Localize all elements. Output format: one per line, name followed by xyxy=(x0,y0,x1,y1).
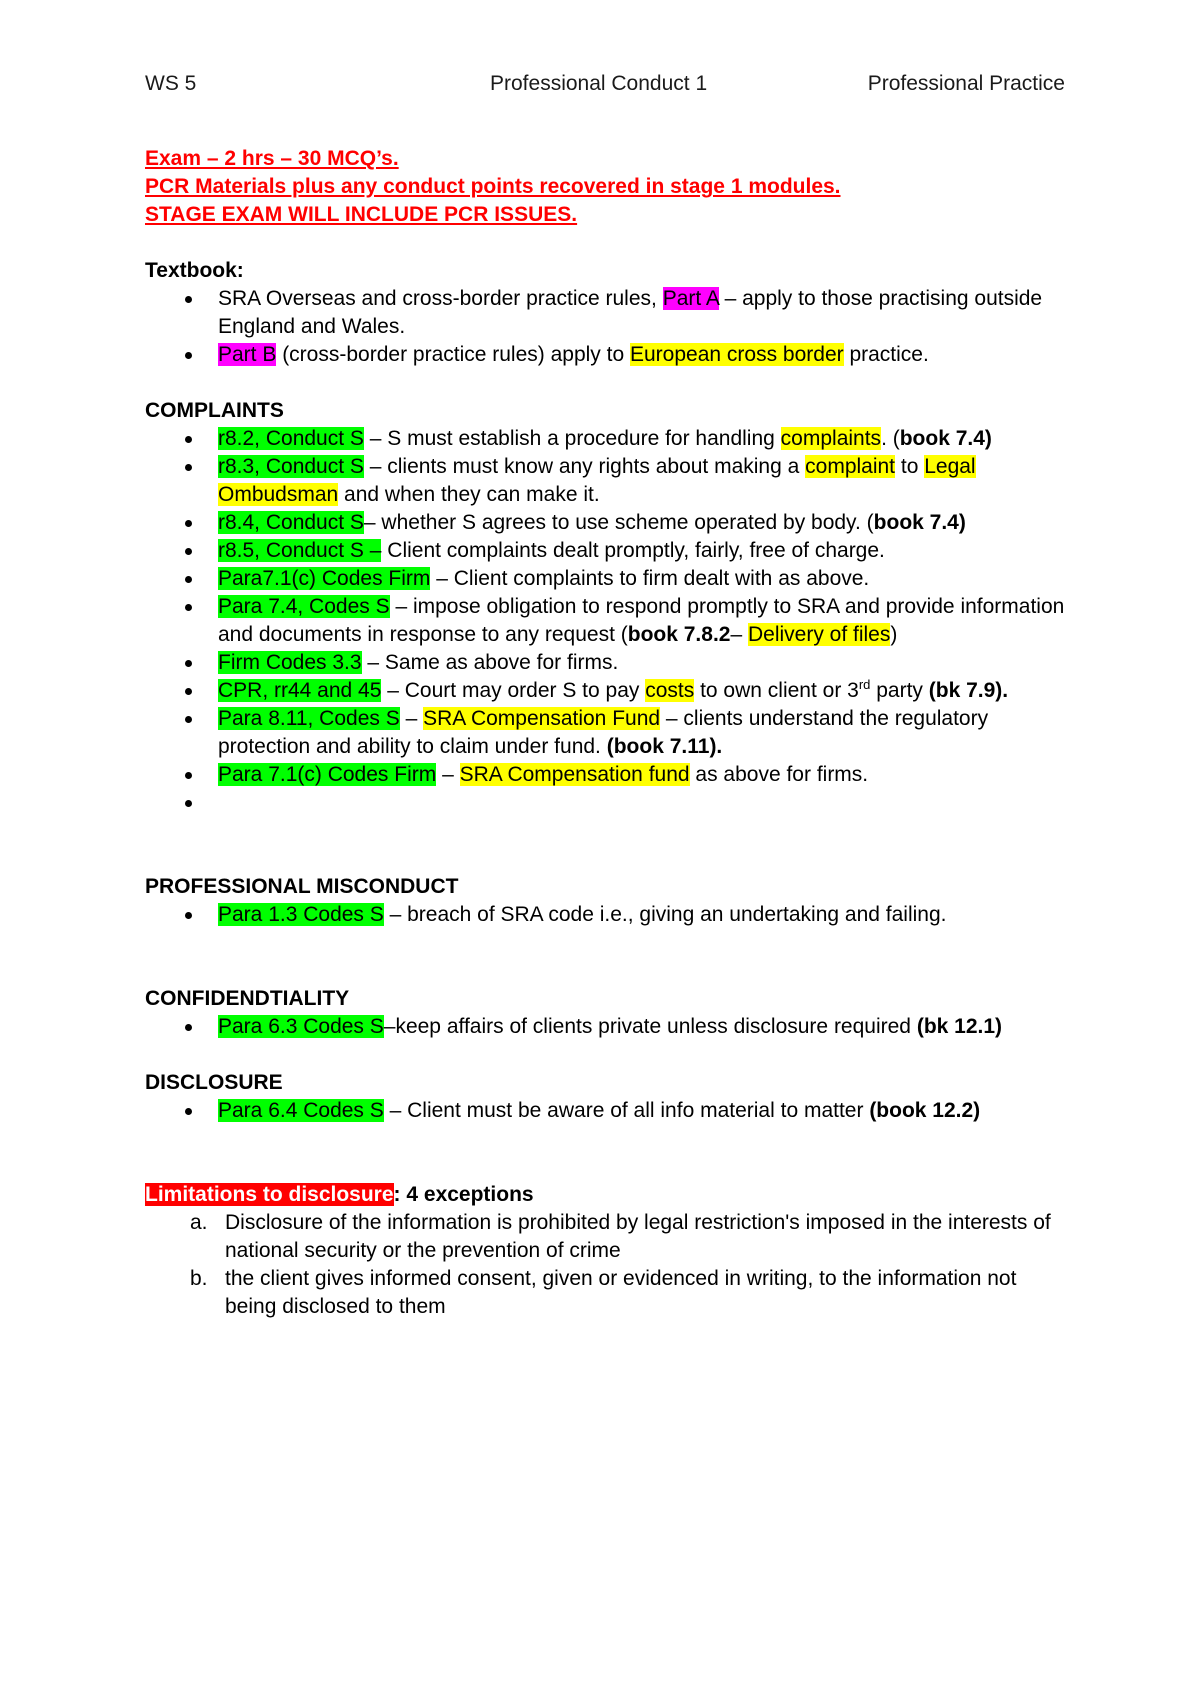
list-item: SRA Overseas and cross-border practice rules, Part A – apply to those practising outside England and Wales. xyxy=(145,285,1065,341)
limitations-heading: Limitations to disclosure: 4 exceptions xyxy=(145,1183,534,1206)
list-item: b. the client gives informed consent, given or evidenced in writing, to the information not being disclosed to them xyxy=(190,1267,1017,1318)
textbook-list xyxy=(145,285,1065,369)
list-item: Part B (cross-border practice rules) apply to European cross border practice. xyxy=(145,341,1065,369)
complaints-list xyxy=(145,425,1065,817)
list-item: CPR, rr44 and 45 – Court may order S to pay costs to own client or 3rd party (bk 7.9). xyxy=(145,677,1065,705)
disclosure-heading: DISCLOSURE xyxy=(145,1071,283,1094)
complaints-heading: COMPLAINTS xyxy=(145,399,284,422)
list-item: Para 6.3 Codes S–keep affairs of clients private unless disclosure required (bk 12.1) xyxy=(145,1013,1065,1041)
confidentiality-list xyxy=(145,1013,1065,1041)
list-item: Para7.1(c) Codes Firm – Client complaints to firm dealt with as above. xyxy=(145,565,1065,593)
list-item: Para 8.11, Codes S – SRA Compensation Fund – clients understand the regulatory protection and ability to claim under fund. (book 7.11). xyxy=(145,705,1065,761)
disclosure-list xyxy=(145,1097,1065,1125)
page-header xyxy=(145,72,1065,102)
highlight-part-a: Part A xyxy=(662,287,719,310)
list-item: Firm Codes 3.3 – Same as above for firms. xyxy=(145,649,1065,677)
confidentiality-heading: CONFIDENDTIALITY xyxy=(145,987,350,1010)
document-body xyxy=(145,145,1065,1321)
list-item: a. Disclosure of the information is prohibited by legal restriction's imposed in the interests of national security or the prevention of crime xyxy=(190,1211,1051,1262)
list-item: Para 7.4, Codes S – impose obligation to respond promptly to SRA and provide information and documents in response to any request (book 7.8.2– Delivery of files) xyxy=(145,593,1065,649)
misconduct-list xyxy=(145,901,1065,929)
header-center: Professional Conduct 1 xyxy=(490,72,708,95)
limitations-highlight: Limitations to disclosure xyxy=(145,1183,394,1206)
stage-exam-line: STAGE EXAM WILL INCLUDE PCR ISSUES. xyxy=(145,203,578,226)
textbook-heading: Textbook: xyxy=(145,259,244,282)
list-item: r8.5, Conduct S – Client complaints dealt promptly, fairly, free of charge. xyxy=(145,537,1065,565)
highlight-part-b: Part B xyxy=(218,343,277,366)
list-item: r8.2, Conduct S – S must establish a procedure for handling complaints. (book 7.4) xyxy=(145,425,1065,453)
list-item: r8.3, Conduct S – clients must know any rights about making a complaint to Legal Ombudsman and when they can make it. xyxy=(145,453,1065,509)
limitations-list xyxy=(145,1209,1065,1321)
misconduct-heading: PROFESSIONAL MISCONDUCT xyxy=(145,875,459,898)
header-left: WS 5 xyxy=(145,72,197,95)
highlight-european: European cross border xyxy=(630,343,844,366)
exam-info-line: Exam – 2 hrs – 30 MCQ’s. xyxy=(145,147,399,170)
list-item: r8.4, Conduct S– whether S agrees to use scheme operated by body. (book 7.4) xyxy=(145,509,1065,537)
pcr-materials-line: PCR Materials plus any conduct points recovered in stage 1 modules. xyxy=(145,175,841,198)
list-item: Para 7.1(c) Codes Firm – SRA Compensation fund as above for firms. xyxy=(145,761,1065,789)
list-item: Para 6.4 Codes S – Client must be aware of all info material to matter (book 12.2) xyxy=(145,1097,1065,1125)
empty-list-item xyxy=(145,789,1065,817)
list-item: Para 1.3 Codes S – breach of SRA code i.e., giving an undertaking and failing. xyxy=(145,901,1065,929)
header-right: Professional Practice xyxy=(867,72,1065,95)
